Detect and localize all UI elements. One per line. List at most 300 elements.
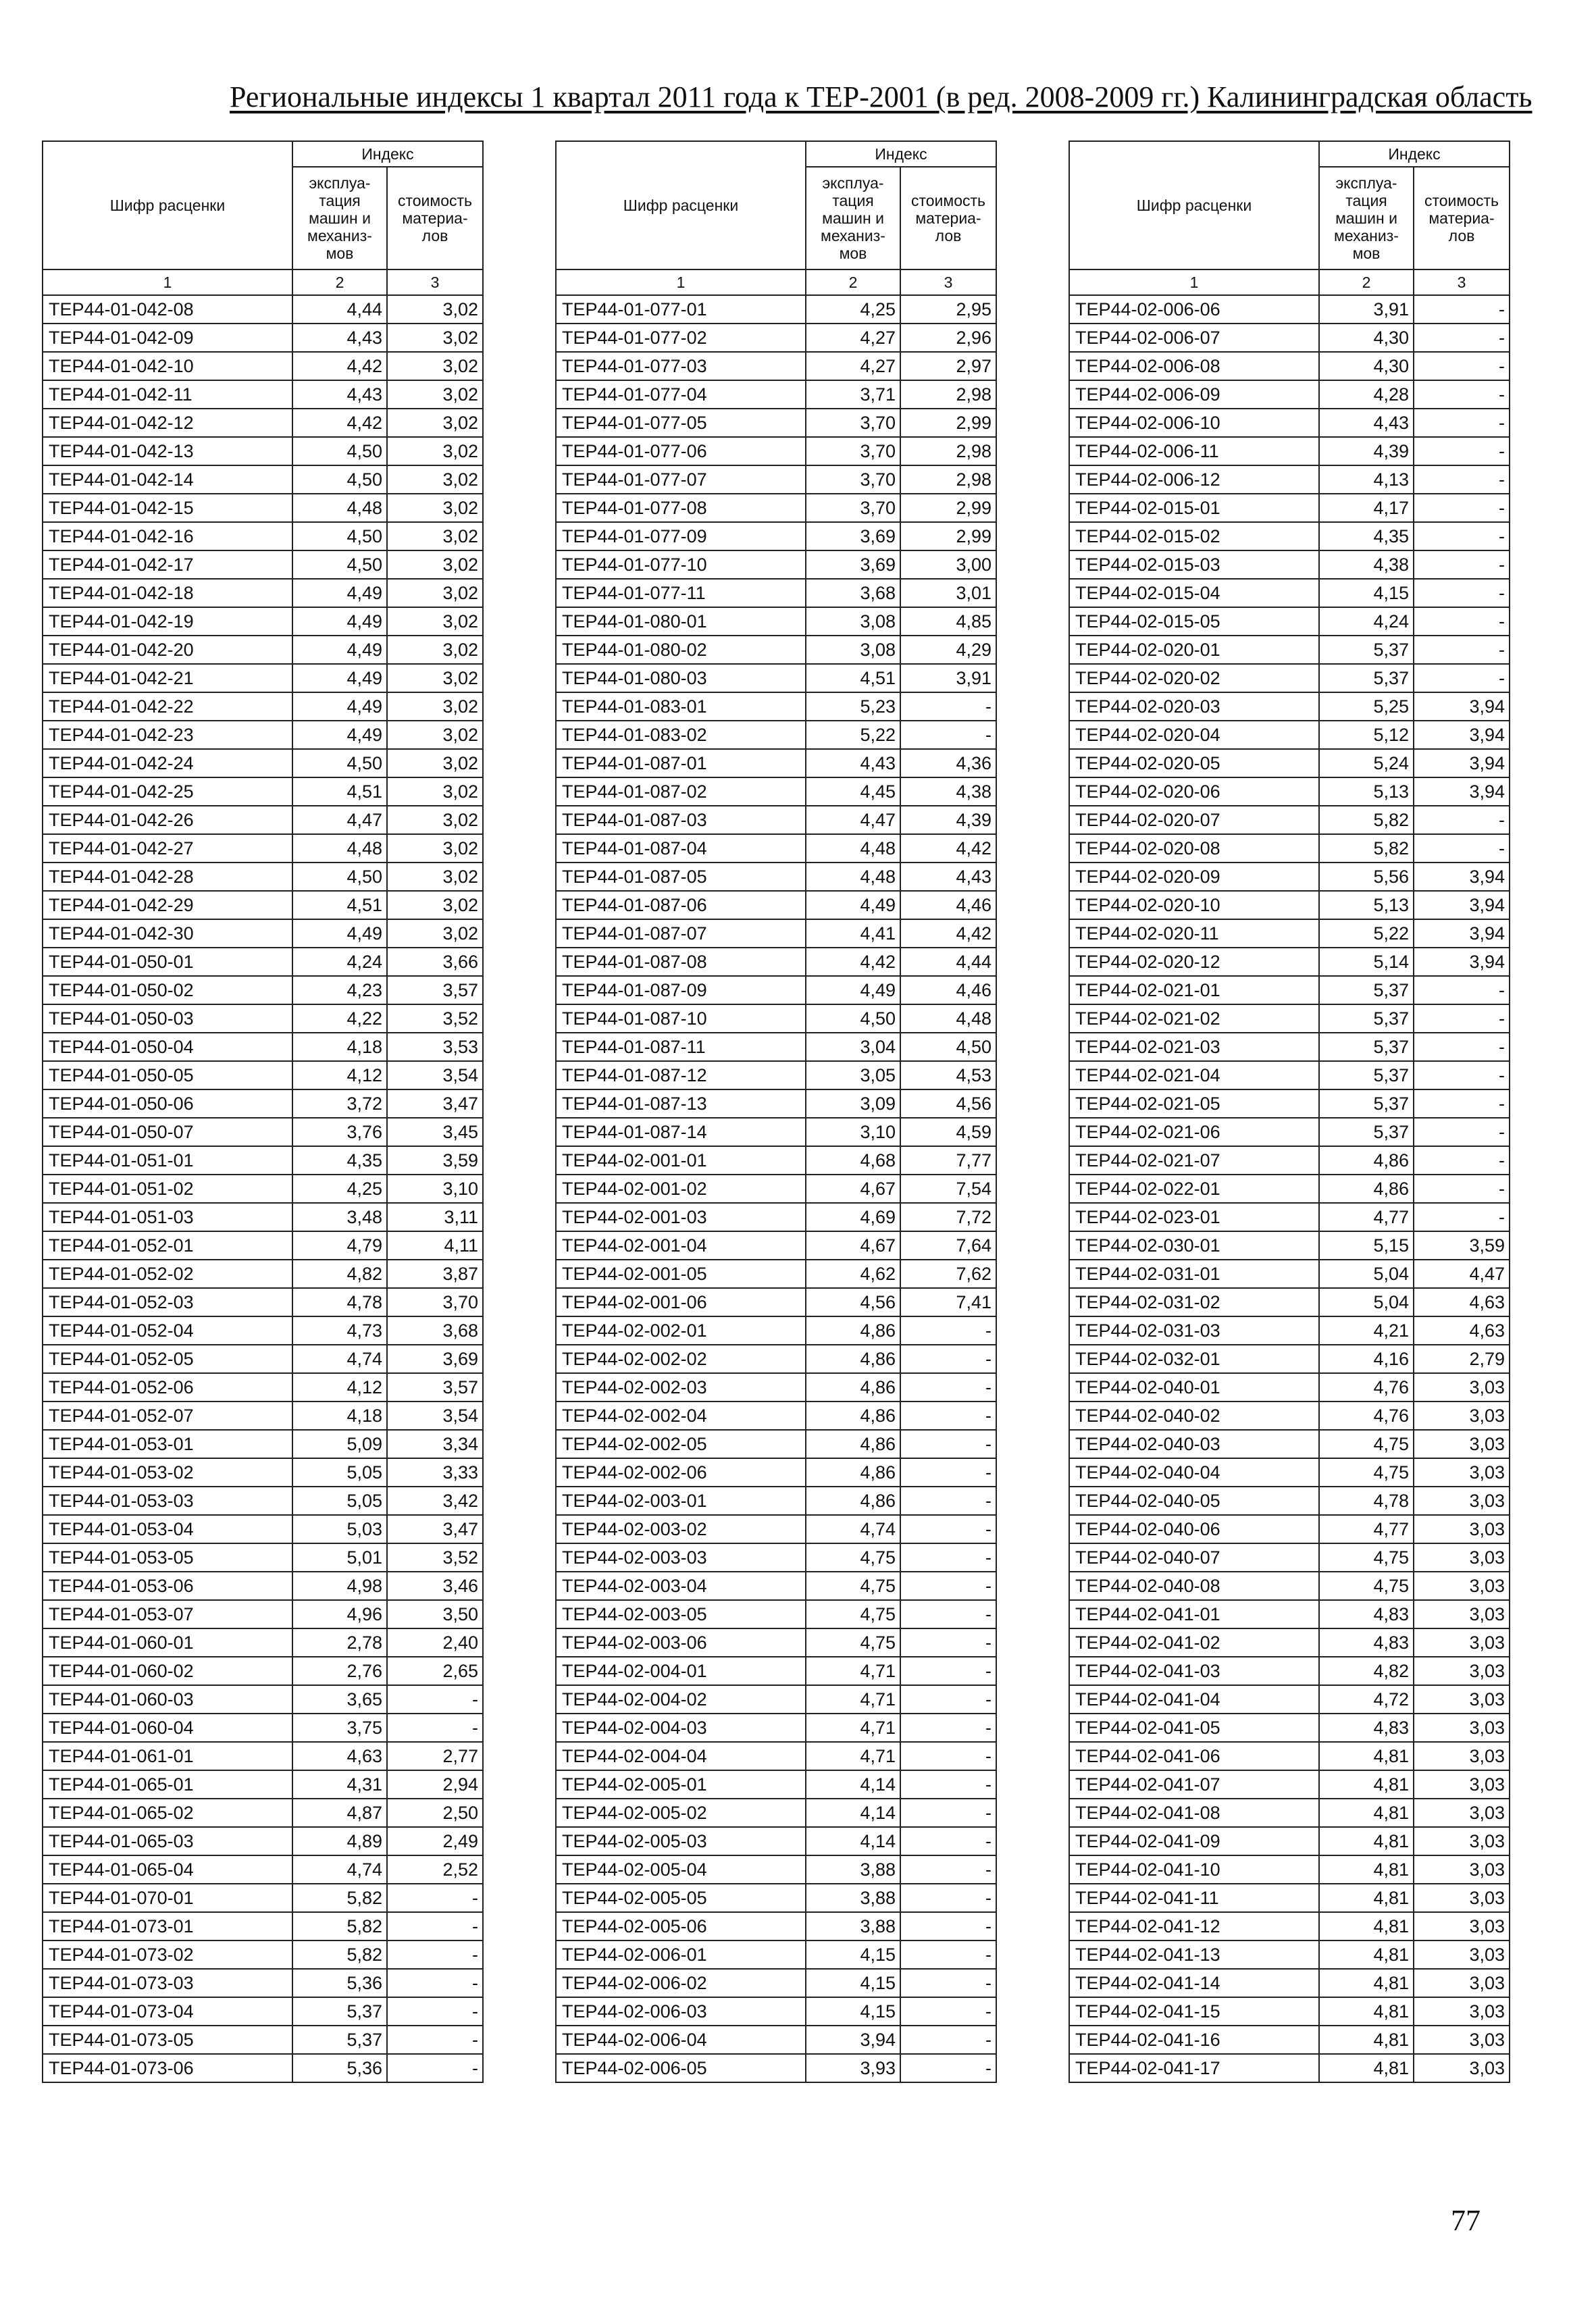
machines-index-cell: 4,35 bbox=[292, 1146, 387, 1175]
materials-index-cell: 3,02 bbox=[387, 295, 483, 324]
materials-index-cell: 3,03 bbox=[1414, 1685, 1510, 1714]
machines-index-cell: 5,22 bbox=[1319, 919, 1414, 948]
rate-code-cell: ТЕР44-02-004-02 bbox=[556, 1685, 806, 1714]
machines-index-cell: 4,51 bbox=[292, 777, 387, 806]
materials-index-cell: 3,02 bbox=[387, 919, 483, 948]
machines-index-cell: 4,35 bbox=[1319, 522, 1414, 550]
rate-code-cell: ТЕР44-01-042-16 bbox=[43, 522, 292, 550]
machines-index-cell: 4,86 bbox=[806, 1345, 900, 1373]
materials-index-cell: - bbox=[1414, 1004, 1510, 1033]
table-row bbox=[1069, 295, 1510, 324]
table-row bbox=[556, 579, 996, 607]
machines-index-cell: 5,25 bbox=[1319, 692, 1414, 721]
rate-code-cell: ТЕР44-02-021-03 bbox=[1069, 1033, 1319, 1061]
materials-index-cell: - bbox=[900, 1572, 996, 1600]
machines-index-cell: 4,68 bbox=[806, 1146, 900, 1175]
page-title: Региональные индексы 1 квартал 2011 года к ТЕР-2001 (в ред. 2008-2009 гг.) Калининградская область bbox=[230, 80, 1533, 113]
rate-code-cell: ТЕР44-02-005-01 bbox=[556, 1770, 806, 1799]
table-row bbox=[1069, 919, 1510, 948]
rate-code-cell: ТЕР44-01-087-13 bbox=[556, 1089, 806, 1118]
rate-code-cell: ТЕР44-01-053-02 bbox=[43, 1458, 292, 1487]
machines-index-cell: 4,13 bbox=[1319, 465, 1414, 494]
rate-code-cell: ТЕР44-02-005-05 bbox=[556, 1884, 806, 1912]
materials-index-cell: 2,49 bbox=[387, 1827, 483, 1855]
materials-index-cell: 3,33 bbox=[387, 1458, 483, 1487]
rate-code-cell: ТЕР44-01-042-14 bbox=[43, 465, 292, 494]
materials-index-cell: - bbox=[1414, 1033, 1510, 1061]
table-row bbox=[1069, 2054, 1510, 2082]
materials-index-cell: 4,85 bbox=[900, 607, 996, 636]
table-row bbox=[1069, 777, 1510, 806]
rate-code-cell: ТЕР44-01-053-01 bbox=[43, 1430, 292, 1458]
rate-code-cell: ТЕР44-01-087-07 bbox=[556, 919, 806, 948]
rate-code-cell: ТЕР44-02-020-08 bbox=[1069, 834, 1319, 863]
machines-index-cell: 4,50 bbox=[292, 465, 387, 494]
materials-index-cell: - bbox=[387, 2054, 483, 2082]
table-row bbox=[1069, 749, 1510, 777]
machines-index-cell: 4,49 bbox=[292, 919, 387, 948]
machines-index-cell: 4,47 bbox=[292, 806, 387, 834]
materials-index-cell: - bbox=[1414, 1061, 1510, 1089]
rate-code-cell: ТЕР44-02-041-17 bbox=[1069, 2054, 1319, 2082]
machines-index-cell: 4,81 bbox=[1319, 1997, 1414, 2026]
rate-code-cell: ТЕР44-01-051-03 bbox=[43, 1203, 292, 1231]
rate-code-cell: ТЕР44-01-042-24 bbox=[43, 749, 292, 777]
header-column-number: 1 bbox=[43, 269, 292, 295]
materials-index-cell: - bbox=[1414, 352, 1510, 380]
rate-code-cell: ТЕР44-02-001-05 bbox=[556, 1260, 806, 1288]
materials-index-cell: - bbox=[1414, 465, 1510, 494]
rate-code-cell: ТЕР44-02-040-02 bbox=[1069, 1402, 1319, 1430]
machines-index-cell: 3,70 bbox=[806, 494, 900, 522]
machines-index-cell: 4,71 bbox=[806, 1685, 900, 1714]
table-row bbox=[556, 919, 996, 948]
rate-code-cell: ТЕР44-01-042-28 bbox=[43, 863, 292, 891]
materials-index-cell: - bbox=[1414, 1146, 1510, 1175]
materials-index-cell: 3,02 bbox=[387, 352, 483, 380]
rate-code-cell: ТЕР44-01-052-03 bbox=[43, 1288, 292, 1316]
table-row bbox=[43, 295, 483, 324]
table-row bbox=[1069, 1884, 1510, 1912]
materials-index-cell: 4,50 bbox=[900, 1033, 996, 1061]
index-table-3 bbox=[1069, 140, 1510, 2083]
rate-code-cell: ТЕР44-02-040-03 bbox=[1069, 1430, 1319, 1458]
machines-index-cell: 5,37 bbox=[292, 1997, 387, 2026]
machines-index-cell: 5,13 bbox=[1319, 891, 1414, 919]
rate-code-cell: ТЕР44-02-022-01 bbox=[1069, 1175, 1319, 1203]
table-row bbox=[1069, 494, 1510, 522]
machines-index-cell: 5,37 bbox=[1319, 976, 1414, 1004]
machines-index-cell: 4,76 bbox=[1319, 1402, 1414, 1430]
table-row bbox=[43, 1345, 483, 1373]
machines-index-cell: 5,22 bbox=[806, 721, 900, 749]
materials-index-cell: - bbox=[1414, 976, 1510, 1004]
materials-index-cell: 3,02 bbox=[387, 437, 483, 465]
rate-code-cell: ТЕР44-01-052-02 bbox=[43, 1260, 292, 1288]
materials-index-cell: 2,52 bbox=[387, 1855, 483, 1884]
machines-index-cell: 2,78 bbox=[292, 1628, 387, 1657]
machines-index-cell: 4,81 bbox=[1319, 1742, 1414, 1770]
machines-index-cell: 4,51 bbox=[806, 664, 900, 692]
rate-code-cell: ТЕР44-02-015-03 bbox=[1069, 550, 1319, 579]
machines-index-cell: 4,67 bbox=[806, 1231, 900, 1260]
machines-index-cell: 5,15 bbox=[1319, 1231, 1414, 1260]
table-row bbox=[556, 1543, 996, 1572]
table-row bbox=[1069, 1402, 1510, 1430]
table-row bbox=[43, 1033, 483, 1061]
machines-index-cell: 4,86 bbox=[806, 1373, 900, 1402]
machines-index-cell: 4,71 bbox=[806, 1657, 900, 1685]
machines-index-cell: 3,69 bbox=[806, 522, 900, 550]
materials-index-cell: - bbox=[1414, 1203, 1510, 1231]
table-row bbox=[1069, 579, 1510, 607]
machines-index-cell: 4,38 bbox=[1319, 550, 1414, 579]
materials-index-cell: 3,10 bbox=[387, 1175, 483, 1203]
materials-index-cell: 2,98 bbox=[900, 465, 996, 494]
machines-index-cell: 4,75 bbox=[806, 1543, 900, 1572]
table-row bbox=[556, 1402, 996, 1430]
table-row bbox=[1069, 806, 1510, 834]
materials-index-cell: - bbox=[387, 1884, 483, 1912]
rate-code-cell: ТЕР44-02-004-01 bbox=[556, 1657, 806, 1685]
rate-code-cell: ТЕР44-02-005-02 bbox=[556, 1799, 806, 1827]
table-row bbox=[556, 976, 996, 1004]
materials-index-cell: 3,02 bbox=[387, 863, 483, 891]
header-code: Шифр расценки bbox=[43, 141, 292, 269]
table-row bbox=[556, 607, 996, 636]
materials-index-cell: 3,03 bbox=[1414, 1430, 1510, 1458]
materials-index-cell: 3,45 bbox=[387, 1118, 483, 1146]
header-column-number: 2 bbox=[292, 269, 387, 295]
table-row bbox=[1069, 1628, 1510, 1657]
machines-index-cell: 3,10 bbox=[806, 1118, 900, 1146]
rate-code-cell: ТЕР44-01-080-02 bbox=[556, 636, 806, 664]
rate-code-cell: ТЕР44-01-087-12 bbox=[556, 1061, 806, 1089]
rate-code-cell: ТЕР44-02-020-01 bbox=[1069, 636, 1319, 664]
machines-index-cell: 4,17 bbox=[1319, 494, 1414, 522]
table-row bbox=[1069, 1770, 1510, 1799]
materials-index-cell: 3,11 bbox=[387, 1203, 483, 1231]
table-row bbox=[556, 1316, 996, 1345]
table-row bbox=[556, 636, 996, 664]
table-row bbox=[43, 352, 483, 380]
header-index: Индекс bbox=[292, 141, 483, 167]
machines-index-cell: 5,36 bbox=[292, 1969, 387, 1997]
machines-index-cell: 4,86 bbox=[806, 1458, 900, 1487]
header-column-number: 1 bbox=[1069, 269, 1319, 295]
table-row bbox=[556, 550, 996, 579]
rate-code-cell: ТЕР44-02-020-10 bbox=[1069, 891, 1319, 919]
table-row bbox=[43, 1940, 483, 1969]
machines-index-cell: 4,25 bbox=[292, 1175, 387, 1203]
table-row bbox=[556, 721, 996, 749]
rate-code-cell: ТЕР44-01-073-03 bbox=[43, 1969, 292, 1997]
rate-code-cell: ТЕР44-01-087-08 bbox=[556, 948, 806, 976]
table-row bbox=[43, 1316, 483, 1345]
rate-code-cell: ТЕР44-02-005-06 bbox=[556, 1912, 806, 1940]
rate-code-cell: ТЕР44-01-050-07 bbox=[43, 1118, 292, 1146]
machines-index-cell: 4,71 bbox=[806, 1742, 900, 1770]
materials-index-cell: 3,03 bbox=[1414, 1373, 1510, 1402]
rate-code-cell: ТЕР44-01-077-02 bbox=[556, 324, 806, 352]
header-materials: стоимость материа- лов bbox=[1414, 167, 1510, 269]
table-row bbox=[43, 1912, 483, 1940]
materials-index-cell: - bbox=[1414, 550, 1510, 579]
rate-code-cell: ТЕР44-01-042-27 bbox=[43, 834, 292, 863]
machines-index-cell: 4,22 bbox=[292, 1004, 387, 1033]
machines-index-cell: 4,50 bbox=[292, 522, 387, 550]
machines-index-cell: 4,51 bbox=[292, 891, 387, 919]
table-row bbox=[43, 664, 483, 692]
materials-index-cell: 3,59 bbox=[387, 1146, 483, 1175]
materials-index-cell: 3,02 bbox=[387, 380, 483, 409]
machines-index-cell: 5,13 bbox=[1319, 777, 1414, 806]
materials-index-cell: - bbox=[1414, 437, 1510, 465]
machines-index-cell: 4,16 bbox=[1319, 1345, 1414, 1373]
rate-code-cell: ТЕР44-01-087-11 bbox=[556, 1033, 806, 1061]
rate-code-cell: ТЕР44-01-042-19 bbox=[43, 607, 292, 636]
machines-index-cell: 4,75 bbox=[1319, 1543, 1414, 1572]
materials-index-cell: - bbox=[1414, 522, 1510, 550]
materials-index-cell: 3,03 bbox=[1414, 2026, 1510, 2054]
table-row bbox=[556, 2054, 996, 2082]
machines-index-cell: 4,14 bbox=[806, 1827, 900, 1855]
table-row bbox=[556, 1742, 996, 1770]
table-row bbox=[43, 1288, 483, 1316]
materials-index-cell: - bbox=[1414, 295, 1510, 324]
rate-code-cell: ТЕР44-01-053-07 bbox=[43, 1600, 292, 1628]
rate-code-cell: ТЕР44-02-001-01 bbox=[556, 1146, 806, 1175]
machines-index-cell: 5,37 bbox=[1319, 636, 1414, 664]
table-row bbox=[43, 1487, 483, 1515]
materials-index-cell: 3,68 bbox=[387, 1316, 483, 1345]
table-row bbox=[556, 1061, 996, 1089]
rate-code-cell: ТЕР44-02-021-06 bbox=[1069, 1118, 1319, 1146]
table-row bbox=[43, 721, 483, 749]
rate-code-cell: ТЕР44-01-042-29 bbox=[43, 891, 292, 919]
table-row bbox=[1069, 1515, 1510, 1543]
materials-index-cell: 2,97 bbox=[900, 352, 996, 380]
rate-code-cell: ТЕР44-01-060-03 bbox=[43, 1685, 292, 1714]
rate-code-cell: ТЕР44-01-077-06 bbox=[556, 437, 806, 465]
table-row bbox=[1069, 607, 1510, 636]
table-row bbox=[1069, 636, 1510, 664]
materials-index-cell: - bbox=[900, 1657, 996, 1685]
rate-code-cell: ТЕР44-02-041-03 bbox=[1069, 1657, 1319, 1685]
materials-index-cell: - bbox=[1414, 834, 1510, 863]
materials-index-cell: - bbox=[1414, 607, 1510, 636]
machines-index-cell: 5,14 bbox=[1319, 948, 1414, 976]
table-row bbox=[43, 806, 483, 834]
table-row bbox=[556, 494, 996, 522]
rate-code-cell: ТЕР44-01-042-17 bbox=[43, 550, 292, 579]
machines-index-cell: 4,50 bbox=[292, 437, 387, 465]
rate-code-cell: ТЕР44-02-002-02 bbox=[556, 1345, 806, 1373]
machines-index-cell: 3,65 bbox=[292, 1685, 387, 1714]
table-row bbox=[1069, 891, 1510, 919]
table-row bbox=[1069, 1742, 1510, 1770]
materials-index-cell: 7,54 bbox=[900, 1175, 996, 1203]
rate-code-cell: ТЕР44-02-020-12 bbox=[1069, 948, 1319, 976]
table-row bbox=[43, 437, 483, 465]
table-row bbox=[1069, 1118, 1510, 1146]
machines-index-cell: 4,14 bbox=[806, 1770, 900, 1799]
materials-index-cell: 2,77 bbox=[387, 1742, 483, 1770]
machines-index-cell: 4,75 bbox=[1319, 1458, 1414, 1487]
table-row bbox=[556, 352, 996, 380]
materials-index-cell: 3,52 bbox=[387, 1543, 483, 1572]
materials-index-cell: 3,94 bbox=[1414, 891, 1510, 919]
machines-index-cell: 3,76 bbox=[292, 1118, 387, 1146]
table-row bbox=[43, 777, 483, 806]
materials-index-cell: - bbox=[900, 1884, 996, 1912]
machines-index-cell: 3,70 bbox=[806, 437, 900, 465]
machines-index-cell: 4,78 bbox=[292, 1288, 387, 1316]
rate-code-cell: ТЕР44-01-070-01 bbox=[43, 1884, 292, 1912]
rate-code-cell: ТЕР44-01-087-01 bbox=[556, 749, 806, 777]
rate-code-cell: ТЕР44-02-001-02 bbox=[556, 1175, 806, 1203]
materials-index-cell: 3,00 bbox=[900, 550, 996, 579]
table-row bbox=[43, 636, 483, 664]
rate-code-cell: ТЕР44-01-065-04 bbox=[43, 1855, 292, 1884]
table-row bbox=[556, 1855, 996, 1884]
table-row bbox=[1069, 2026, 1510, 2054]
rate-code-cell: ТЕР44-01-052-05 bbox=[43, 1345, 292, 1373]
rate-code-cell: ТЕР44-01-077-08 bbox=[556, 494, 806, 522]
machines-index-cell: 4,82 bbox=[292, 1260, 387, 1288]
materials-index-cell: 3,03 bbox=[1414, 1657, 1510, 1685]
machines-index-cell: 4,67 bbox=[806, 1175, 900, 1203]
machines-index-cell: 4,56 bbox=[806, 1288, 900, 1316]
rate-code-cell: ТЕР44-01-073-01 bbox=[43, 1912, 292, 1940]
materials-index-cell: - bbox=[900, 1402, 996, 1430]
table-row bbox=[556, 1628, 996, 1657]
machines-index-cell: 4,81 bbox=[1319, 1827, 1414, 1855]
table-row bbox=[1069, 1714, 1510, 1742]
table-row bbox=[43, 1231, 483, 1260]
table-row bbox=[43, 919, 483, 948]
rate-code-cell: ТЕР44-01-077-05 bbox=[556, 409, 806, 437]
table-row bbox=[1069, 692, 1510, 721]
rate-code-cell: ТЕР44-02-023-01 bbox=[1069, 1203, 1319, 1231]
materials-index-cell: 3,03 bbox=[1414, 1402, 1510, 1430]
materials-index-cell: 3,03 bbox=[1414, 1458, 1510, 1487]
rate-code-cell: ТЕР44-02-015-01 bbox=[1069, 494, 1319, 522]
table-row bbox=[43, 1685, 483, 1714]
table-row bbox=[43, 1742, 483, 1770]
rate-code-cell: ТЕР44-01-042-21 bbox=[43, 664, 292, 692]
machines-index-cell: 4,81 bbox=[1319, 2026, 1414, 2054]
machines-index-cell: 4,69 bbox=[806, 1203, 900, 1231]
table-row bbox=[43, 607, 483, 636]
table-row bbox=[1069, 380, 1510, 409]
table-row bbox=[1069, 1345, 1510, 1373]
rate-code-cell: ТЕР44-01-051-02 bbox=[43, 1175, 292, 1203]
table-row bbox=[556, 1146, 996, 1175]
rate-code-cell: ТЕР44-01-073-02 bbox=[43, 1940, 292, 1969]
rate-code-cell: ТЕР44-02-003-01 bbox=[556, 1487, 806, 1515]
rate-code-cell: ТЕР44-01-042-10 bbox=[43, 352, 292, 380]
table-row bbox=[1069, 1997, 1510, 2026]
table-row bbox=[556, 1572, 996, 1600]
rate-code-cell: ТЕР44-02-004-03 bbox=[556, 1714, 806, 1742]
rate-code-cell: ТЕР44-02-005-04 bbox=[556, 1855, 806, 1884]
rate-code-cell: ТЕР44-02-006-10 bbox=[1069, 409, 1319, 437]
machines-index-cell: 5,37 bbox=[292, 2026, 387, 2054]
table-row bbox=[556, 1033, 996, 1061]
materials-index-cell: 2,40 bbox=[387, 1628, 483, 1657]
table-row bbox=[43, 749, 483, 777]
materials-index-cell: - bbox=[900, 2026, 996, 2054]
machines-index-cell: 5,56 bbox=[1319, 863, 1414, 891]
table-row bbox=[1069, 863, 1510, 891]
materials-index-cell: 3,57 bbox=[387, 976, 483, 1004]
rate-code-cell: ТЕР44-01-080-03 bbox=[556, 664, 806, 692]
rate-code-cell: ТЕР44-01-050-06 bbox=[43, 1089, 292, 1118]
rate-code-cell: ТЕР44-01-087-10 bbox=[556, 1004, 806, 1033]
table-row bbox=[43, 1118, 483, 1146]
rate-code-cell: ТЕР44-02-001-06 bbox=[556, 1288, 806, 1316]
table-row bbox=[1069, 550, 1510, 579]
machines-index-cell: 4,75 bbox=[806, 1628, 900, 1657]
rate-code-cell: ТЕР44-02-040-07 bbox=[1069, 1543, 1319, 1572]
table-row bbox=[1069, 1316, 1510, 1345]
materials-index-cell: 4,59 bbox=[900, 1118, 996, 1146]
rate-code-cell: ТЕР44-01-042-30 bbox=[43, 919, 292, 948]
materials-index-cell: 3,46 bbox=[387, 1572, 483, 1600]
materials-index-cell: 3,03 bbox=[1414, 1600, 1510, 1628]
table-row bbox=[556, 295, 996, 324]
materials-index-cell: - bbox=[900, 721, 996, 749]
table-row bbox=[43, 863, 483, 891]
machines-index-cell: 4,74 bbox=[292, 1855, 387, 1884]
table-row bbox=[556, 380, 996, 409]
rate-code-cell: ТЕР44-02-006-06 bbox=[1069, 295, 1319, 324]
table-row bbox=[43, 494, 483, 522]
machines-index-cell: 4,83 bbox=[1319, 1600, 1414, 1628]
table-row bbox=[43, 948, 483, 976]
materials-index-cell: 2,99 bbox=[900, 522, 996, 550]
rate-code-cell: ТЕР44-02-031-01 bbox=[1069, 1260, 1319, 1288]
materials-index-cell: - bbox=[900, 1770, 996, 1799]
machines-index-cell: 3,05 bbox=[806, 1061, 900, 1089]
materials-index-cell: 3,34 bbox=[387, 1430, 483, 1458]
materials-index-cell: - bbox=[1414, 1118, 1510, 1146]
rate-code-cell: ТЕР44-01-065-03 bbox=[43, 1827, 292, 1855]
materials-index-cell: 3,02 bbox=[387, 579, 483, 607]
rate-code-cell: ТЕР44-01-077-11 bbox=[556, 579, 806, 607]
table-row bbox=[556, 1714, 996, 1742]
rate-code-cell: ТЕР44-01-065-01 bbox=[43, 1770, 292, 1799]
machines-index-cell: 4,49 bbox=[806, 976, 900, 1004]
materials-index-cell: 2,95 bbox=[900, 295, 996, 324]
rate-code-cell: ТЕР44-01-053-04 bbox=[43, 1515, 292, 1543]
machines-index-cell: 5,37 bbox=[1319, 664, 1414, 692]
rate-code-cell: ТЕР44-01-080-01 bbox=[556, 607, 806, 636]
materials-index-cell: 3,94 bbox=[1414, 721, 1510, 749]
table-row bbox=[556, 777, 996, 806]
machines-index-cell: 4,86 bbox=[1319, 1175, 1414, 1203]
materials-index-cell: - bbox=[900, 1600, 996, 1628]
machines-index-cell: 4,86 bbox=[806, 1487, 900, 1515]
table-row bbox=[43, 2026, 483, 2054]
table-row bbox=[43, 380, 483, 409]
materials-index-cell: 2,79 bbox=[1414, 1345, 1510, 1373]
table-row bbox=[43, 1600, 483, 1628]
materials-index-cell: 3,02 bbox=[387, 324, 483, 352]
materials-index-cell: - bbox=[387, 1969, 483, 1997]
machines-index-cell: 4,81 bbox=[1319, 1912, 1414, 1940]
